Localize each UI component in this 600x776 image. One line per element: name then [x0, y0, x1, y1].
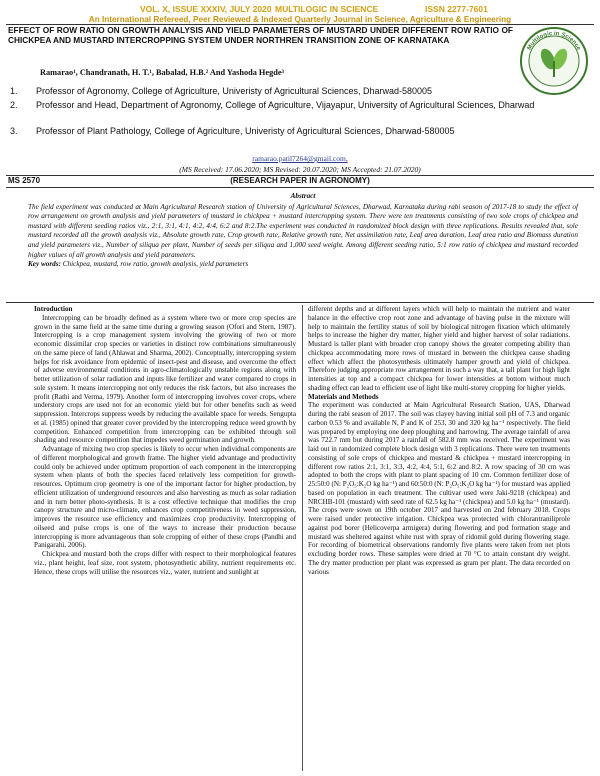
author-email[interactable]: ramarao.patil7264@gmail.com,: [252, 154, 348, 163]
paper-type: (RESEARCH PAPER IN AGRONOMY): [230, 176, 370, 185]
methods-heading: Materials and Methods: [308, 392, 379, 401]
ms-rule-bottom: [6, 187, 594, 188]
intro-paragraph-2: Advantage of mixing two crop species is likely to occur when individual components are of different morphological and growth frame. The higher yield advantage and productivity could only be achieved under optimum proportion of each component in the intercropping system when plants of both the species faced relatively less competition for growth-resources. Optimum crop geometry is one of the important factor for higher production, by efficient utilization of underground resources and also harvesting as much as solar radiation and in turn better photo-synthesis. It is a cost effective technique that modifies the crop canopy structure and micro-climate, enhances crop competitiveness in weed suppression, improves the resource use efficiency and maximizes crop productivity. Intercropping of oilseed and pulse crops is one of the ways to increase their production because intercropping is more advantageous than sole cropping of either of these crops (Pandhi and Panigarahi, 2006).: [34, 445, 296, 550]
intro-paragraph-3: Chickpea and mustard both the crops differ with respect to their morphological features viz., plant height, leaf size, root system, photosynthetic ability, nutrient requirements etc. Hence, these crops will utilise the resources viz., water, nutrient and sunlight at: [34, 550, 296, 576]
running-header: [0, 4, 600, 14]
article-title: EFFECT OF ROW RATIO ON GROWTH ANALYSIS AND YIELD PARAMETERS OF MUSTARD UNDER DIFFERENT ROW RATIO OF CHICKPEA AND MUSTARD INTERCROPPING SYSTEM UNDER NORTHREN TRANSITION ZONE OF KARNATAKA: [8, 25, 513, 45]
body-column-left: [34, 305, 296, 576]
logo-text: Multilogic in Science: [526, 30, 582, 52]
author-list: Ramarao¹, Chandranath, H. T.¹, Babalad, H.B.² And Yashoda Hegde³: [40, 68, 285, 77]
issn-label: ISSN 2277-7601: [425, 4, 488, 14]
abstract-text: The field experiment was conducted at Main Agricultural Research station of University of Agricultural Sciences, Dharwad, Karnataka during rabi season of 2017-18 to study the effect of row arrangement on growth analysis and yield parameters of mustard in chickpea + mustard intercropping system. There were ten treatments consisting of two sole crops of chickpea and mustard with different seeding ratios viz., 2:1, 3:1, 4:1, 4:2, 4:4, 6:2 and 8:2.The experiment was conducted in randomized block design with three replications. Results revealed that, sole mustard recorded all the growth analysis viz., Absolute growth rate, Crop growth rate, Relative growth rate, Net assimilation rate, Leaf area duration, Leaf area ratio and Biomass duration and yield parameters viz., Number of siliqua per plant, Number of seeds per siliqua and 1,000 seed weight. Among different seeding ratio, 5:1 row ratio of chickpea and mustard recorded higher values of all growth analysis and yield parameters.: [28, 202, 578, 259]
keywords: [28, 260, 578, 270]
journal-name: MULTILOGIC IN SCIENCE: [275, 4, 379, 14]
introduction-heading: Introduction: [34, 305, 73, 313]
ms-number: MS 2570: [8, 176, 41, 185]
abstract-block: [28, 192, 578, 270]
journal-page: VOL. X, ISSUE XXXIV, JULY 2020 MULTILOGIC IN SCIENCE ISSN 2277-7601 An International Refereed, Peer Reviewed & Indexed Quarterly Journal in Science, Agriculture & Engineering EFFECT OF ROW RATIO ON GROWTH ANALYSIS AND YIELD PARAMETERS OF MUSTARD UNDER DIFFERENT ROW RATIO OF CHICKPEA AND MUSTARD INTERCROPPING SYSTEM UNDER NORTHREN TRANSITION ZONE OF KARNATAKA Ramarao¹, Chandranath, H. T.¹, Babalad, H.B.² And Yashoda Hegde³ Multilogic in Science 1. Professor of Agronomy, College of Agriculture, Univeristy of Agricultural Sciences, Dharwad-580005 2. Professor and Head, Department of Agronomy, College of Agriculture, Vijayapur, University of Agricultural Sciences, Dharwad 3. Professor of Plant Pathology, College of Agriculture, Univeristy of Agricultural Sciences, Dharwad-580005 ramarao.patil7264@gmail.com, (MS Received: 17.06.2020; MS Revised: 20.07.2020; MS Accepted: 21.07.2020) MS 2570 (RESEARCH PAPER IN AGRONOMY) Abstract The field experiment was conducted at Main Agricultural Research station of University of Agricultural Sciences, Dharwad, Karnataka during rabi season of 2017-18 to study the effect of row arrangement on growth analysis and yield parameters of mustard in chickpea + mustard intercropping system. There were ten treatments consisting of two sole crops of chickpea and mustard with different seeding ratios viz., 2:1, 3:1, 4:1, 4:2, 4:4, 6:2 and 8:2.The experiment was conducted in randomized block design with three replications. Results revealed that, sole mustard recorded all the growth analysis viz., Absolute growth rate, Crop growth rate, Relative growth rate, Net assimilation rate, Leaf area duration, Leaf area ratio and Biomass duration and yield parameters viz., Number of siliqua per plant, Number of seeds per siliqua and 1,000 seed weight. Among different seeding ratio, 5:1 row ratio of chickpea and mustard recorded higher values of all growth analysis and yield parameters. Key words: Chickpea, mustard, row ratio, growth analysis, yield parameters Introduction Intercropping can be broadly defined as a system where two or more crop species are grown in the same field at the same time during a growing season (Ofori and Stern, 1987). Intercropping is a crop management system involving the growing of two or more economic dissimilar crop species or varieties in distinct row combinations simultaneously on the same piece of land (Ahlawat and Sharma, 2002). Conceptually, intercropping system helps for risk avoidance from epidemic of insect-pest and disease, and overcome the effect of adverse environmental conditions in agro-climatologically unstable regions along with better utilization of solar radiation and inputs like fertilizer and water compared to crops in sole system. It means intercropping not only reduces the risk factors, but also increases the profit (Rathi and Verma, 1979). Another form of intercropping involves cover crops, where understory crops are used not for an economic yield but for other benefits such as weed suppression. Intercrops suppress weeds by reducing the available space for weeds. Sengupta et al. (1985) opined that greater cover provided by the intercropping reduce weed growth by competition. Enhanced competition from intercropping can be exhibited through soil shading and resource competition that impedes weed germination and growth. Advantage of mixing two crop species is likely to occur when individual components are of different morphological and growth frame. The higher yield advantage and productivity could only be achieved under optimum proportion of each component in the intercropping system when plants of both the species faced relatively less competition for growth-resources. Optimum crop geometry is one of the important factor for higher production, by efficient utilization of underground resources and also harvesting as much as solar radiation and in turn better photo-synthesis. It is a cost effective technique that modifies the crop canopy structure and micro-climate, enhances crop competitiveness in weed suppression, improves the resource use efficiency and maximizes crop productivity. Intercropping of oilseed and pulse crops is one of the ways to increase their production because intercropping is more advantageous than sole cropping of either of these crops (Pandhi and Panigarahi, 2006). Chickpea and mustard both the crops differ with respect to their morphological features viz., plant height, leaf size, root system, photosynthetic ability, nutrient requirements etc. Hence, these crops will utilise the resources viz., water, nutrient and sunlight at different depths and at different layers which will help to maintain the nutrient and water balance in the effective crop root zone and advantage of having pulse in the mixture will help to maintain the fertility status of soil by biological nitrogen fixation which ultimately helps to increase the higher dry matter, higher yield and higher harvest of solar radiations. Mustard is taller plant with broader crop canopy shows the greater competing ability than chickpea accommodating more rows of mustard in between the chickpea cause shading effect which affect the photosynthesis ultimately hamper growth and yield of chickpea. Therefore judging appropriate row arrangement in such a way that, a tall plant for high light intensities at top and a compact chickpea for lower intensities at bottom without much shading effect can lead to efficient use of light like multi-storey cropping for higher yields. Materials and Methods The experiment was conducted at Main Agricultural Research Station, UAS, Dharwad during the rabi season of 2017. The soil was clayey having initial soil pH of 7.3 and organic carbon 0.53 % and available N, P and K of 253, 30 and 320 kg ha⁻¹ respectively. The field was prepared by employing one deep ploughing and harrowing. The average rainfall of area was 722.7 mm but during 2017 a rainfall of 582.8 mm was received. The experiment was laid out in randomized complete block design with 3 replications. There were ten treatments consisting of sole crops of chickpea and mustard & chickpea + mustard intercropping in different row ratios 2:1, 3:1, 3:3, 4:2, 4:4, 5:1, 6:2 and 8:2. A row spacing of 30 cm was adopted to both the crops with plant to plant spacing of 10 cm. Common fertilizer dose of 25:50:0 (N: P₂O₅:K₂O kg ha⁻¹) and 60:50:0 (N: P₂O₅:K₂O kg ha⁻¹) for mustard was applied based on population in each treatment. The cultivar used were Jaki-9218 (chickpea) and NRCHB-101 (mustard) with seed rate of 62.5 kg ha⁻¹ (chickpea) and 5.0 kg ha⁻¹ (mustard). The crops were sown on 19th october 2017 and harvested on 2nd february 2018. Crops were raised under protective irrigation. Chickpea was protected with chlorantraniliprole against pod borer (Helicoverpa armigera) during flowering and pod formation stage and mustard was sheltered against white rust with spray of ridomil gold during flowering stage. For recording of biometrical observations randomly five plants were taken from net plots excluding border rows. These samples were dried at 70 °C to attain constant dry weight. The dry matter production per plant was expressed as gram per plant. The data recorded on various: [0, 0, 600, 776]
column-divider: [302, 305, 303, 771]
intro-continued: different depths and at different layers which will help to maintain the nutrient and water balance in the effective crop root zone and advantage of having pulse in the mixture will help to maintain the fertility status of soil by biological nitrogen fixation which ultimately helps to increase the higher dry matter, higher yield and higher harvest of solar radiations. Mustard is taller plant with broader crop canopy shows the greater competing ability than chickpea accommodating more rows of mustard in between the chickpea cause shading effect which affect the photosynthesis ultimately hamper growth and yield of chickpea. Therefore judging appropriate row arrangement in such a way that, a tall plant for high light intensities at top and a compact chickpea for lower intensities at bottom without much shading effect can lead to efficient use of light like multi-storey cropping for higher yields.: [308, 305, 570, 392]
methods-paragraph-1: The experiment was conducted at Main Agricultural Research Station, UAS, Dharwad during the rabi season of 2017. The soil was clayey having initial soil pH of 7.3 and organic carbon 0.53 % and available N, P and K of 253, 30 and 320 kg ha⁻¹ respectively. The field was prepared by employing one deep ploughing and harrowing. The average rainfall of area was 722.7 mm but during 2017 a rainfall of 582.8 mm was received. The experiment was laid out in randomized complete block design with 3 replications. There were ten treatments consisting of sole crops of chickpea and mustard & chickpea + mustard intercropping in different row ratios 2:1, 3:1, 3:3, 4:2, 4:4, 5:1, 6:2 and 8:2. A row spacing of 30 cm was adopted to both the crops with plant to plant spacing of 10 cm. Common fertilizer dose of 25:50:0 (N: P₂O₅:K₂O kg ha⁻¹) and 60:50:0 (N: P₂O₅:K₂O kg ha⁻¹) for mustard was applied based on population in each treatment. The cultivar used were Jaki-9218 (chickpea) and NRCHB-101 (mustard) with seed rate of 62.5 kg ha⁻¹ (chickpea) and 5.0 kg ha⁻¹ (mustard). The crops were sown on 19th october 2017 and harvested on 2nd february 2018. Crops were raised under protective irrigation. Chickpea was protected with chlorantraniliprole against pod borer (Helicoverpa armigera) during flowering and pod formation stage and mustard was sheltered against white rust with spray of ridomil gold during flowering stage. For recording of biometrical observations randomly five plants were taken from net plots excluding border rows. These samples were dried at 70 °C to attain constant dry weight. The dry matter production per plant was expressed as gram per plant. The data recorded on various: [308, 401, 570, 576]
body-column-right: [308, 305, 570, 576]
abstract-heading: Abstract: [290, 192, 316, 200]
ms-bar: [6, 176, 594, 187]
submission-dates: (MS Received: 17.06.2020; MS Revised: 20.07.2020; MS Accepted: 21.07.2020): [179, 165, 421, 174]
keywords-label: Key words:: [28, 260, 61, 269]
keywords-text: Chickpea, mustard, row ratio, growth analysis, yield parameters: [62, 260, 249, 269]
intro-paragraph-1: Intercropping can be broadly defined as a system where two or more crop species are grown in the same field at the same time during a growing season (Ofori and Stern, 1987). Intercropping is a crop management system involving the growing of two or more economic dissimilar crop species or varieties in distinct row combinations simultaneously on the same piece of land (Ahlawat and Sharma, 2002). Conceptually, intercropping system helps for risk avoidance from epidemic of insect-pest and disease, and overcome the effect of adverse environmental conditions in agro-climatologically unstable regions along with better utilization of solar radiation and inputs like fertilizer and water compared to crops in sole system. It means intercropping not only reduces the risk factors, but also increases the profit (Rathi and Verma, 1979). Another form of intercropping involves cover crops, where understory crops are used not for an economic yield but for other benefits such as weed suppression. Intercrops suppress weeds by reducing the available space for weeds. Sengupta et al. (1985) opined that greater cover provided by the intercropping reduce weed growth by competition. Enhanced competition from intercropping can be exhibited through soil shading and resource competition that impedes weed germination and growth.: [34, 313, 296, 445]
journal-subtitle: An International Refereed, Peer Reviewed & Indexed Quarterly Journal in Science, Agriculture & Engineering: [88, 15, 512, 24]
abstract-rule: [6, 302, 594, 303]
volume-label: VOL. X, ISSUE XXXIV, JULY 2020: [140, 4, 272, 14]
